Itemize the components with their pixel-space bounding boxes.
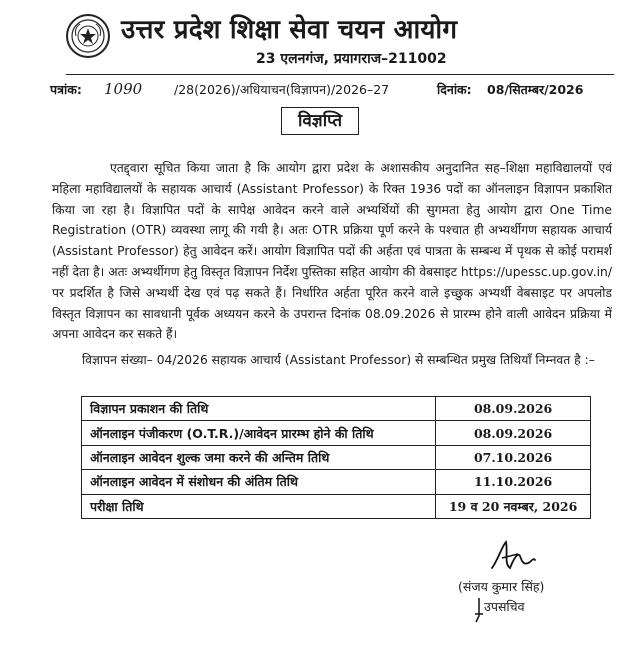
table-row: [82, 445, 591, 469]
table-row: [82, 494, 591, 518]
handwritten-signature-icon: [488, 538, 538, 580]
reference-code: /28(2026)/अधियाचन(विज्ञापन)/2026–27: [174, 82, 390, 97]
header-divider: [66, 74, 614, 75]
important-dates-intro: [52, 350, 612, 371]
notice-date: 08/सितम्बर/2026: [487, 82, 584, 97]
date-cell: 08.09.2026: [436, 397, 591, 421]
date-cell: 07.10.2026: [436, 445, 591, 469]
organization-name: उत्तर प्रदेश शिक्षा सेवा चयन आयोग: [121, 15, 458, 45]
date-cell: 08.09.2026: [436, 421, 591, 445]
event-cell: ऑनलाइन आवेदन में संशोधन की अंतिम तिथि: [82, 470, 436, 494]
reference-number: 1090: [104, 80, 143, 98]
date-label: दिनांक:: [437, 82, 472, 97]
reference-row: [50, 80, 610, 100]
date-cell: 11.10.2026: [436, 470, 591, 494]
event-cell: विज्ञापन प्रकाशन की तिथि: [82, 397, 436, 421]
table-row: [82, 397, 591, 421]
paragraph-text: एतद्द्वारा सूचित किया जाता है कि आयोग द्वारा प्रदेश के अशासकीय अनुदानित सह–शिक्षा महाविद्यालयों एवं महिला महाविद्यालयों के सहायक आचार्य (Assistant Professor) के रिक्त 1936 पदों का ऑनलाइन विज्ञापन प्रकाशित किया जा रहा है। विज्ञापित पदों के सापेक्ष आवेदन करने वाले अभ्यर्थियों की सुगमता हेतु आयोग द्वारा One Time Registration (OTR) व्यवस्था लागू की गयी है। अतः OTR प्रक्रिया पूर्ण करने के पश्चात ही अभ्यर्थीगण सहायक आचार्य (Assistant Professor) हेतु आवेदन करें। आयोग विज्ञापित पदों की अर्हता एवं पात्रता के सम्बन्ध में पृथक से कोई परामर्श नहीं देता है। अतः अभ्यर्थीगण हेतु विस्तृत विज्ञापन निर्देश पुस्तिका सहित आयोग की वेबसाइट https://upessc.up.gov.in/ पर प्रदर्शित है जिसे अभ्यर्थी देख एवं पढ़ सकते हैं। निर्धारित अर्हता पूरित करने वाले इच्छुक अभ्यर्थी वेबसाइट पर अपलोड विस्तृत विज्ञापन का सावधानी पूर्वक अध्ययन करने के उपरान्त दिनांक 08.09.2026 से प्रारम्भ होने वाली आवेदन प्रक्रिया में अपना आवेदन कर सकते हैं।: [52, 161, 612, 342]
reference-label: पत्रांक:: [50, 82, 82, 97]
organization-address: 23 एलनगंज, प्रयागराज–211002: [256, 51, 447, 67]
important-dates-table: [81, 396, 591, 519]
date-cell: 19 व 20 नवम्बर, 2026: [436, 494, 591, 518]
signatory-designation: उपसचिव: [484, 599, 525, 614]
signatory-name: (संजय कुमार सिंह): [458, 579, 545, 594]
notice-body-paragraph: [52, 158, 612, 345]
event-cell: ऑनलाइन आवेदन शुल्क जमा करने की अन्तिम तिथि: [82, 445, 436, 469]
table-row: [82, 470, 591, 494]
commission-seal-icon: [66, 14, 110, 58]
event-cell: ऑनलाइन पंजीकरण (O.T.R.)/आवेदन प्रारम्भ होने की तिथि: [82, 421, 436, 445]
paragraph-text: विज्ञापन संख्या– 04/2026 सहायक आचार्य (Assistant Professor) से सम्बन्धित प्रमुख तिथियाँ निम्नवत है :–: [82, 353, 595, 367]
event-cell: परीक्षा तिथि: [82, 494, 436, 518]
notice-title: विज्ञप्ति: [281, 107, 359, 135]
table-row: [82, 421, 591, 445]
